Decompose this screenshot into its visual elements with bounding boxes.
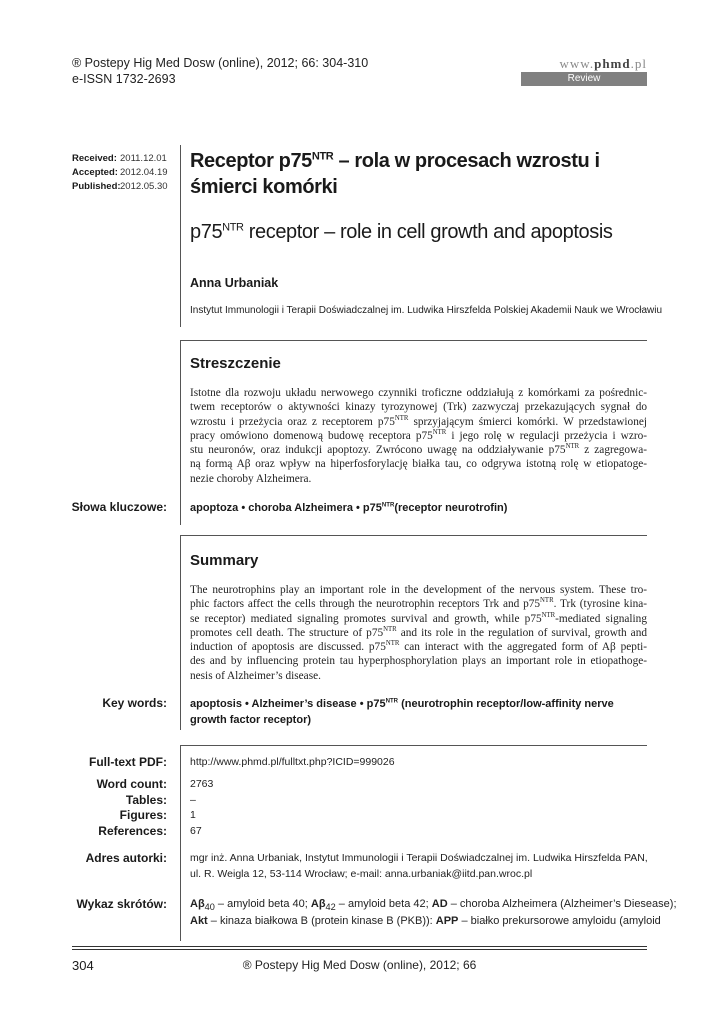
divider-horizontal bbox=[180, 340, 647, 341]
abstract-line: twem receptorów o aktywności kinazy tyrozynowej (Trk) zazwyczaj przekazujących sygnał do bbox=[190, 401, 647, 414]
abstract-line: induction of apoptosis are discussed. $p75^{NTR}$ can interact with the aggregated form of Aβ pepti- bbox=[190, 640, 647, 654]
page-number: 304 bbox=[72, 958, 94, 973]
divider-vertical bbox=[180, 535, 181, 730]
divider-vertical bbox=[180, 340, 181, 525]
published-label: Published: bbox=[72, 181, 121, 192]
tables-label: Tables: bbox=[125, 792, 167, 807]
journal-website[interactable]: www.phmd.pl bbox=[559, 56, 647, 71]
abstract-line: ną formą Aβ oraz wpływ na hiperfosforylację białka tau, co odgrywa istotną rolę w etiopatoge- bbox=[190, 458, 647, 471]
figures-value: 1 bbox=[190, 809, 196, 821]
footer-rule bbox=[72, 949, 647, 950]
received-label: Received: bbox=[72, 153, 117, 164]
publication-dates bbox=[72, 152, 168, 194]
word-count-value: 2763 bbox=[190, 778, 214, 790]
word-count-label: Word count: bbox=[96, 777, 167, 791]
address-line-2: ul. R. Weigla 12, 53-114 Wrocław; e-mail: anna.urbaniak@iitd.pan.wroc.pl bbox=[190, 867, 533, 880]
accepted-date: 2012.04.19 bbox=[120, 167, 168, 178]
fulltext-link[interactable]: http://www.phmd.pl/fulltxt.php?ICID=999026 bbox=[190, 756, 395, 768]
abstract-line: The neurotrophins play an important role in the development of the nervous system. These tro- bbox=[190, 584, 647, 596]
key-words-text: apoptosis • Alzheimer’s disease • $p75^{NTR}$ (neurotrophin receptor/low-affinity nerve growth factor receptor) bbox=[190, 698, 614, 726]
footer-rule bbox=[72, 946, 647, 947]
references-label: References: bbox=[98, 823, 167, 838]
address-label: Adres autorki: bbox=[85, 851, 167, 865]
slowa-kluczowe-text: apoptoza • choroba Alzheimera • $p75^{NTR}(receptor$ neurotrofin) bbox=[190, 502, 508, 514]
summary-body bbox=[190, 583, 647, 683]
references-value: 67 bbox=[190, 824, 202, 837]
figures-label: Figures: bbox=[119, 808, 167, 822]
abbreviations-line-2: Akt – kinaza białkowa B (protein kinase B (PKB)): APP – białko prekursorowe amyloidu (amyloid bbox=[190, 915, 661, 927]
footer-citation: ® Postepy Hig Med Dosw (online), 2012; 66 bbox=[242, 958, 477, 972]
divider-vertical bbox=[180, 145, 181, 327]
key-words-label: Key words: bbox=[102, 696, 167, 710]
divider-horizontal bbox=[180, 745, 647, 746]
abstract-line: promotes cell death. The structure of $p75^{NTR}$ and its role in the regulation of survival, growth and bbox=[190, 626, 647, 639]
accepted-label: Accepted: bbox=[72, 167, 118, 178]
title-english: $p75^{NTR}$ receptor – role in cell growth and apoptosis bbox=[190, 221, 613, 243]
abstract-line: phic factors affect the cells through the neurotrophin receptors Trk and $p75^{NTR}$. Trk (tyrosine kina- bbox=[190, 597, 648, 611]
abstract-line: Istotne dla rozwoju układu nerwowego czynniki troficzne oddziałują z komórkami za pośrednic- bbox=[190, 387, 647, 399]
author-affiliation: Instytut Immunologii i Terapii Doświadczalnej im. Ludwika Hirszfelda Polskiej Akademii Nauk we Wrocławiu bbox=[190, 305, 663, 316]
abbreviations-label: Wykaz skrótów: bbox=[76, 897, 167, 911]
divider-horizontal bbox=[180, 535, 647, 536]
abstract-line: se receptor) mediated signaling promotes survival and growth, while $p75^{NTR}$-mediated signaling bbox=[190, 611, 647, 625]
abbreviations-line-1: $A\beta_{40}$ – amyloid beta 40; $A\beta_{42}$ – amyloid beta 42; AD – choroba Alzheimera (Alzheimer’s Diesease); bbox=[190, 898, 677, 913]
abstract-line: nezie choroby Alzheimera. bbox=[190, 472, 312, 485]
streszczenie-heading: Streszczenie bbox=[190, 355, 281, 372]
author-name: Anna Urbaniak bbox=[190, 276, 279, 290]
journal-citation: ® Postepy Hig Med Dosw (online), 2012; 66: 304-310 bbox=[72, 56, 369, 70]
address-line-1: mgr inż. Anna Urbaniak, Instytut Immunologii i Terapii Doświadczalnej im. Ludwika Hirszfelda PAN, bbox=[190, 852, 648, 864]
abstract-line: des and by influencing protein tau hyperphosphorylation plays an important role in etiopathoge- bbox=[190, 655, 647, 668]
tables-value: – bbox=[190, 793, 196, 806]
slowa-kluczowe-label: Słowa kluczowe: bbox=[71, 500, 167, 514]
received-date: 2011.12.01 bbox=[120, 153, 167, 164]
abstract-line: nesis of Alzheimer’s disease. bbox=[190, 669, 321, 682]
abstract-line: pracy omówiono domenową budowę receptora $p75^{NTR}$ i jego rolę w regulacji przeżycia i wzro- bbox=[190, 429, 647, 442]
journal-issn: e-ISSN 1732-2693 bbox=[72, 72, 176, 86]
divider-vertical bbox=[180, 745, 181, 941]
abstract-line: wzrostu i przeżycia oraz z receptorem $p75^{NTR}$ sprzyjającym śmierci komórki. W przedstawionej bbox=[190, 414, 647, 428]
fulltext-label: Full-text PDF: bbox=[89, 755, 167, 769]
summary-heading: Summary bbox=[190, 552, 259, 569]
published-date: 2012.05.30 bbox=[120, 181, 168, 192]
streszczenie-body bbox=[190, 386, 647, 486]
abstract-line: stu neuronów, oraz indukcji apoptozy. Zwrócono uwagę na oddziaływanie $p75^{NTR}$ z zagregowa- bbox=[190, 443, 647, 457]
article-type-badge: Review bbox=[521, 72, 647, 86]
title-polish: Receptor $p75^{NTR}$ – rola w procesach wzrostu i śmierci komórki bbox=[190, 150, 600, 198]
